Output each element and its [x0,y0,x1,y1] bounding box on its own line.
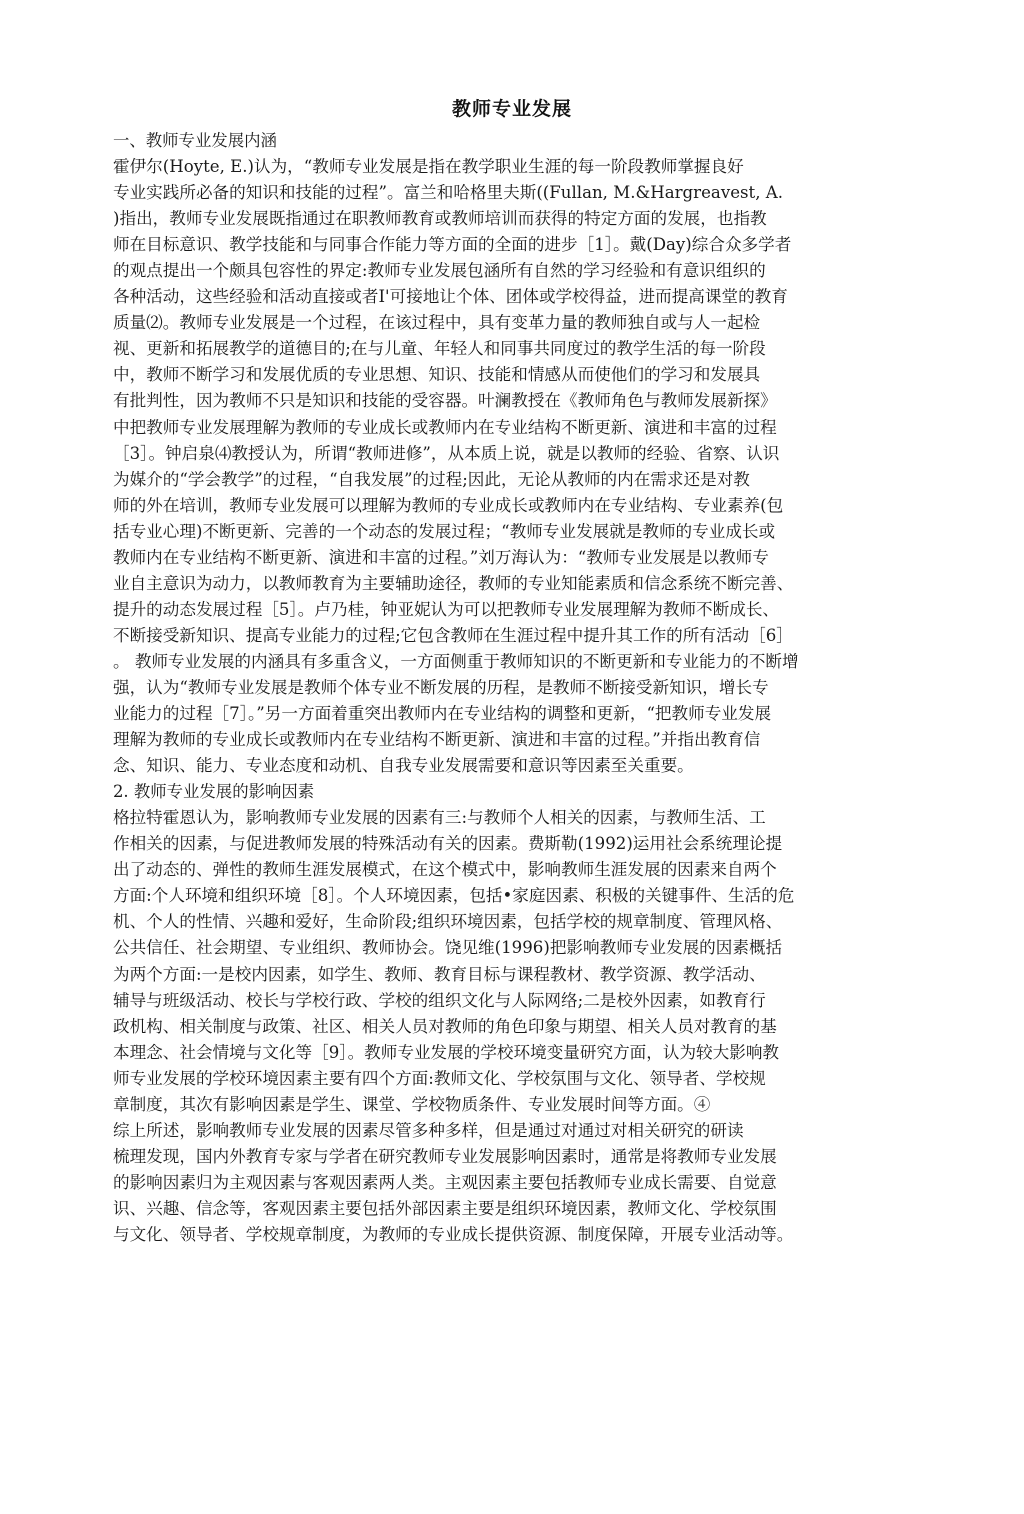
text-line: 专业实践所必备的知识和技能的过程”。富兰和哈格里夫斯((Fullan, M.&Hargreavest, A. [113,183,784,203]
section-heading: 2. 教师专业发展的影响因素 [113,782,315,802]
text-line: 有批判性，因为教师不只是知识和技能的受容器。叶澜教授在《教师角色与教师发展新探》 [113,391,777,411]
text-line: 括专业心理)不断更新、完善的一个动态的发展过程；“教师专业发展就是教师的专业成长或 [113,521,776,541]
text-line: 公共信任、社会期望、专业组织、教师协会。饶见维(1996)把影响教师专业发展的因素概括 [113,938,783,958]
text-line: 念、知识、能力、专业态度和动机、自我专业发展需要和意识等因素至关重要。 [113,756,694,776]
text-line: 业自主意识为动力，以教师教育为主要辅助途径，教师的专业知能素质和信念系统不断完善、 [113,573,794,593]
text-line: 本理念、社会情境与文化等［9］。教师专业发展的学校环境变量研究方面，认为较大影响教 [113,1042,780,1062]
text-line: 中把教师专业发展理解为教师的专业成长或教师内在专业结构不断更新、演进和丰富的过程 [113,417,777,437]
document-body [113,128,913,1248]
text-line: 梳理发现，国内外教育专家与学者在研究教师专业发展影响因素时，通常是将教师专业发展 [113,1146,777,1166]
text-line: 为媒介的“学会教学”的过程，“自我发展”的过程;因此，无论从教师的内在需求还是对教 [113,469,750,489]
text-line: 的观点提出一个颇具包容性的界定:教师专业发展包涵所有自然的学习经验和有意识组织的 [113,261,766,281]
text-line: 政机构、相关制度与政策、社区、相关人员对教师的角色印象与期望、相关人员对教育的基 [113,1016,777,1036]
text-line: 强，认为“教师专业发展是教师个体专业不断发展的历程，是教师不断接受新知识，增长专 [113,677,769,697]
text-line: 作相关的因素，与促进教师发展的特殊活动有关的因素。费斯勒(1992)运用社会系统理论提 [113,834,783,854]
text-line: 与文化、领导者、学校规章制度，为教师的专业成长提供资源、制度保障，开展专业活动等。 [113,1224,794,1244]
text-line: 师在目标意识、教学技能和与同事合作能力等方面的全面的进步［1］。戴(Day)综合众多学者 [113,235,792,255]
text-line: 的影响因素归为主观因素与客观因素两人类。主观因素主要包括教师专业成长需要、自觉意 [113,1172,777,1192]
text-line: 理解为教师的专业成长或教师内在专业结构不断更新、演进和丰富的过程。”并指出教育信 [113,730,761,750]
section-heading: 一、教师专业发展内涵 [113,131,277,150]
text-line: 格拉特霍恩认为，影响教师专业发展的因素有三:与教师个人相关的因素，与教师生活、工 [113,808,766,828]
text-line: 教师内在专业结构不断更新、演进和丰富的过程。”刘万海认为：“教师专业发展是以教师专 [113,547,769,567]
text-line: 辅导与班级活动、校长与学校行政、学校的组织文化与人际网络;二是校外因素，如教育行 [113,990,766,1010]
text-line: ［3］。钟启泉⑷教授认为，所谓“教师进修”，从本质上说，就是以教师的经验、省察、认识 [113,443,780,463]
text-line: 业能力的过程［7］。”另一方面着重突出教师内在专业结构的调整和更新，“把教师专业发展 [113,704,772,724]
text-line: 。 教师专业发展的内涵具有多重含义，一方面侧重于教师知识的不断更新和专业能力的不断增 [113,651,799,671]
text-line: 中，教师不断学习和发展优质的专业思想、知识、技能和情感从而使他们的学习和发展具 [113,365,761,385]
document-title: 教师专业发展 [451,98,572,120]
text-line: 霍伊尔(Hoyte, E.)认为，“教师专业发展是指在教学职业生涯的每一阶段教师掌握良好 [113,157,744,177]
text-line: )指出，教师专业发展既指通过在职教师教育或教师培训而获得的特定方面的发展，也指教 [113,209,767,229]
text-line: 提升的动态发展过程［5］。卢乃桂，钟亚妮认为可以把教师专业发展理解为教师不断成长、 [113,599,780,619]
text-line: 视、更新和拓展教学的道德目的;在与儿童、年轻人和同事共同度过的教学生活的每一阶段 [113,339,766,359]
text-line: 不断接受新知识、提高专业能力的过程;它包含教师在生涯过程中提升其工作的所有活动［6］ [113,625,793,645]
text-line: 为两个方面:一是校内因素，如学生、教师、教育目标与课程教材、教学资源、教学活动、 [113,964,766,984]
text-line: 出了动态的、弹性的教师生涯发展模式，在这个模式中，影响教师生涯发展的因素来自两个 [113,860,777,880]
text-line: 识、兴趣、信念等，客观因素主要包括外部因素主要是组织环境因素，教师文化、学校氛围 [113,1198,777,1218]
text-line: 方面:个人环境和组织环境［8］。个人环境因素，包括•家庭因素、积极的关键事件、生活的危 [113,886,795,906]
text-line: 师的外在培训，教师专业发展可以理解为教师的专业成长或教师内在专业结构、专业素养(包 [113,495,784,515]
text-line: 师专业发展的学校环境因素主要有四个方面:教师文化、学校氛围与文化、领导者、学校规 [113,1068,766,1088]
text-line: 各种活动，这些经验和活动直接或者I'可接地让个体、团体或学校得益，进而提高课堂的教育 [113,287,788,307]
text-line: 章制度，其次有影响因素是学生、课堂、学校物质条件、专业发展时间等方面。④ [113,1094,711,1114]
text-line: 机、个人的性情、兴趣和爱好，生命阶段;组织环境因素，包括学校的规章制度、管理风格、 [113,912,783,932]
text-line: 质量⑵。教师专业发展是一个过程，在该过程中，具有变革力量的教师独自或与人一起检 [113,313,761,333]
text-line: 综上所述，影响教师专业发展的因素尽管多种多样，但是通过对通过对相关研究的研读 [113,1120,744,1140]
